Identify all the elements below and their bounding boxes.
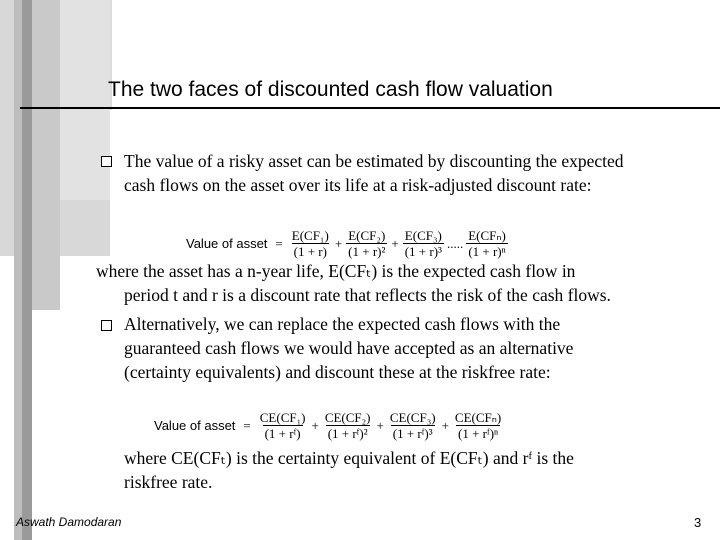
bullet-text-risky-asset xyxy=(124,149,624,197)
formula-certainty-equivalents xyxy=(154,410,504,441)
page-number: 3 xyxy=(694,515,702,530)
explanation-line: riskfree rate. xyxy=(124,472,213,492)
text-line: cash flows on the asset over its life at a risk-adjusted discount rate: xyxy=(124,175,592,195)
explanation-line: where the asset has a n-year life, E(CFₜ) is the expected cash flow in xyxy=(96,261,576,281)
formula-term xyxy=(258,410,308,441)
text-line: Alternatively, we can replace the expected cash flows with the xyxy=(124,314,561,334)
numerator: CE(CFₙ) xyxy=(454,410,502,425)
denominator: (1 + r)² xyxy=(348,244,386,259)
text-line: (certainty equivalents) and discount these at the riskfree rate: xyxy=(124,362,551,382)
formula-label: Value of asset xyxy=(186,236,268,251)
ellipsis: ..... xyxy=(446,235,464,251)
bullet-text-certainty-equivalents xyxy=(124,312,573,384)
formula-equals: = xyxy=(275,235,283,251)
numerator: E(CF₁) xyxy=(291,228,329,243)
plus-sign: + xyxy=(391,235,399,251)
explanation-line: period t and r is a discount rate that reflects the risk of the cash flows. xyxy=(124,285,611,305)
formula-term xyxy=(403,228,444,259)
decorative-bar xyxy=(22,0,32,540)
footer-author: Aswath Damodaran xyxy=(16,515,122,529)
numerator: CE(CF₃) xyxy=(389,410,436,425)
numerator: E(CF₃) xyxy=(404,228,442,243)
text-line: The value of a risky asset can be estimated by discounting the expected xyxy=(124,151,624,171)
formula-term xyxy=(346,228,387,259)
denominator: (1 + r)³ xyxy=(404,244,442,259)
decorative-bar xyxy=(60,0,110,200)
denominator: (1 + r) xyxy=(293,244,327,259)
numerator: CE(CF₂) xyxy=(324,410,371,425)
denominator: (1 + rᶠ)ⁿ xyxy=(458,426,499,441)
denominator: (1 + rᶠ)³ xyxy=(392,426,433,441)
formula-term xyxy=(453,410,503,441)
decorative-bar xyxy=(32,0,60,310)
numerator: E(CFₙ) xyxy=(468,228,506,243)
formula-equals: = xyxy=(243,417,251,433)
formula-term xyxy=(323,410,373,441)
bullet-square-icon xyxy=(101,156,112,167)
denominator: (1 + rᶠ)² xyxy=(327,426,368,441)
formula-label: Value of asset xyxy=(154,418,236,433)
text-line: guaranteed cash flows we would have accepted as an alternative xyxy=(124,338,574,358)
formula-expected-cash-flows xyxy=(186,228,509,259)
plus-sign: + xyxy=(311,417,319,433)
title-divider xyxy=(20,107,720,109)
formula-term xyxy=(388,410,438,441)
plus-sign: + xyxy=(376,417,384,433)
plus-sign: + xyxy=(441,417,449,433)
formula-term xyxy=(290,228,331,259)
denominator: (1 + r)ⁿ xyxy=(468,244,506,259)
slide-title: The two faces of discounted cash flow valuation xyxy=(108,78,553,101)
explanation-line: where CE(CFₜ) is the certainty equivalent of E(CFₜ) and rᶠ is the xyxy=(124,448,574,468)
plus-sign: + xyxy=(334,235,343,251)
denominator: (1 + rᶠ) xyxy=(264,426,301,441)
numerator: E(CF₂) xyxy=(348,228,386,243)
formula-term xyxy=(466,228,508,259)
bullet-square-icon xyxy=(101,320,112,331)
numerator: CE(CF₁) xyxy=(259,410,306,425)
